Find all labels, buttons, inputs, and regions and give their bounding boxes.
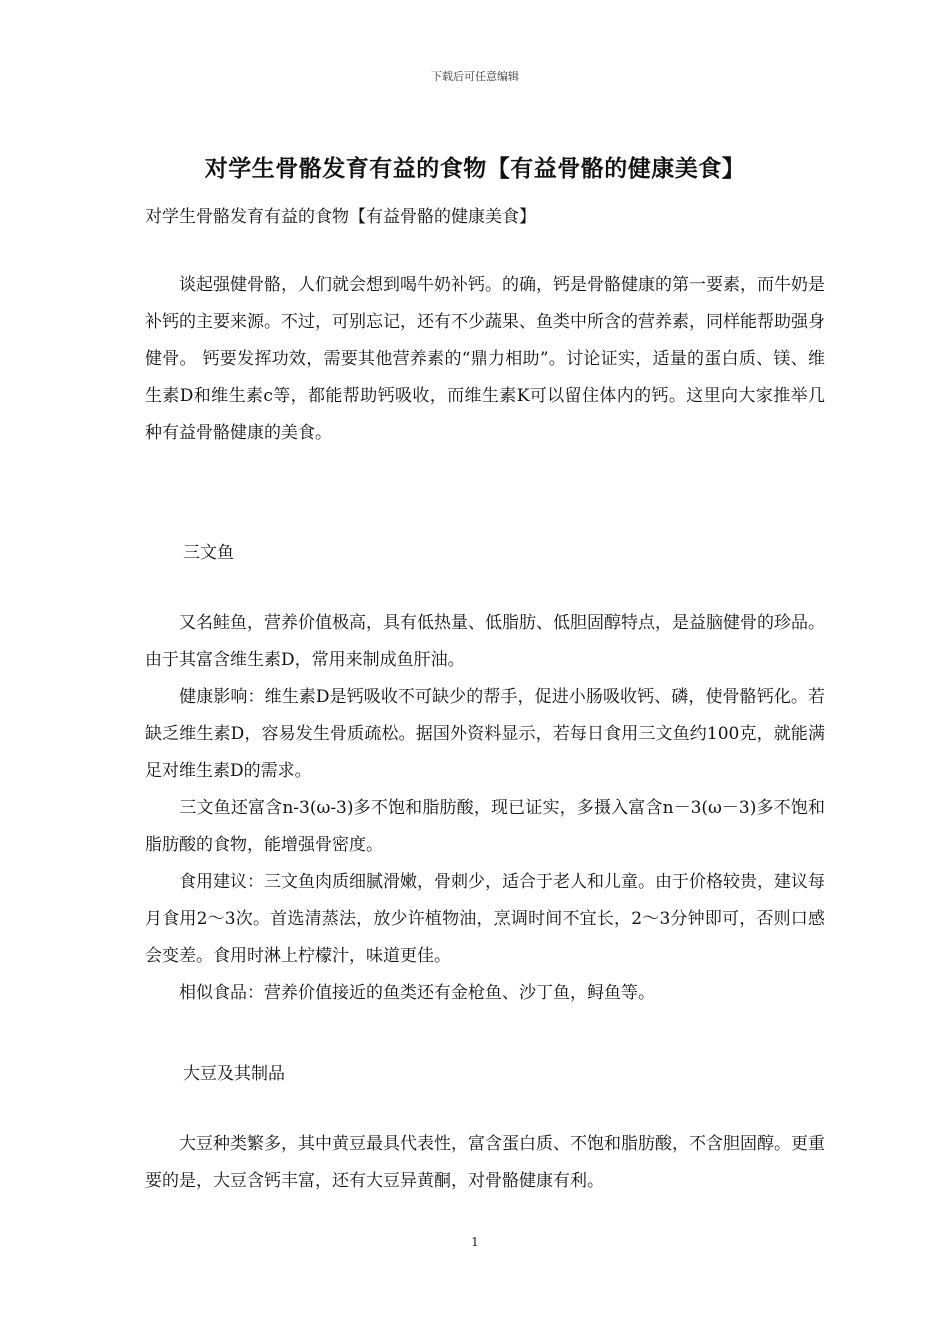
soybean-paragraph-1: 大豆种类繁多，其中黄豆最具代表性，富含蛋白质、不饱和脂肪酸，不含胆固醇。更重要的是，大豆含钙丰富，还有大豆异黄酮，对骨骼健康有利。 — [145, 1134, 825, 1191]
section-heading-salmon: 三文鱼 — [183, 543, 234, 563]
salmon-paragraph-4: 食用建议：三文鱼肉质细腻滑嫩，骨刺少，适合于老人和儿童。由于价格较贵，建议每月食用2～3次。首选清蒸法，放少许植物油，烹调时间不宜长，2～3分钟即可，否则口感会变差。食用时淋上柠檬汁，味道更佳。 — [145, 872, 825, 966]
document-title: 对学生骨骼发育有益的食物【有益骨骼的健康美食】 — [204, 155, 746, 182]
salmon-paragraph-3: 三文鱼还富含n-3(ω-3)多不饱和脂肪酸，现已证实，多摄入富含n－3(ω－3)多不饱和脂肪酸的食物，能增强骨密度。 — [145, 798, 825, 855]
document-subtitle: 对学生骨骼发育有益的食物【有益骨骼的健康美食】 — [145, 207, 536, 227]
page-header-note: 下载后可任意编辑 — [431, 70, 519, 83]
salmon-paragraph-1: 又名鲑鱼，营养价值极高，具有低热量、低脂肪、低胆固醇特点，是益脑健骨的珍品。由于其富含维生素D，常用来制成鱼肝油。 — [145, 613, 825, 670]
page-number: 1 — [471, 1235, 479, 1249]
intro-paragraph: 谈起强健骨骼，人们就会想到喝牛奶补钙。的确，钙是骨骼健康的第一要素，而牛奶是补钙的主要来源。不过，可别忘记，还有不少蔬果、鱼类中所含的营养素，同样能帮助强身健骨。 钙要发挥功效，需要其他营养素的“鼎力相助”。讨论证实，适量的蛋白质、镁、维生素D和维生素c等，都能帮助钙吸收，而维生素K可以留住体内的钙。这里向大家推举几种有益骨骼健康的美食。 — [145, 275, 825, 443]
salmon-paragraph-5: 相似食品：营养价值接近的鱼类还有金枪鱼、沙丁鱼，鲟鱼等。 — [145, 983, 655, 1003]
section-heading-soybean: 大豆及其制品 — [183, 1064, 285, 1084]
salmon-paragraph-2: 健康影响：维生素D是钙吸收不可缺少的帮手，促进小肠吸收钙、磷，使骨骼钙化。若缺乏维生素D，容易发生骨质疏松。据国外资料显示，若每日食用三文鱼约100克，就能满足对维生素D的需求。 — [145, 687, 825, 781]
